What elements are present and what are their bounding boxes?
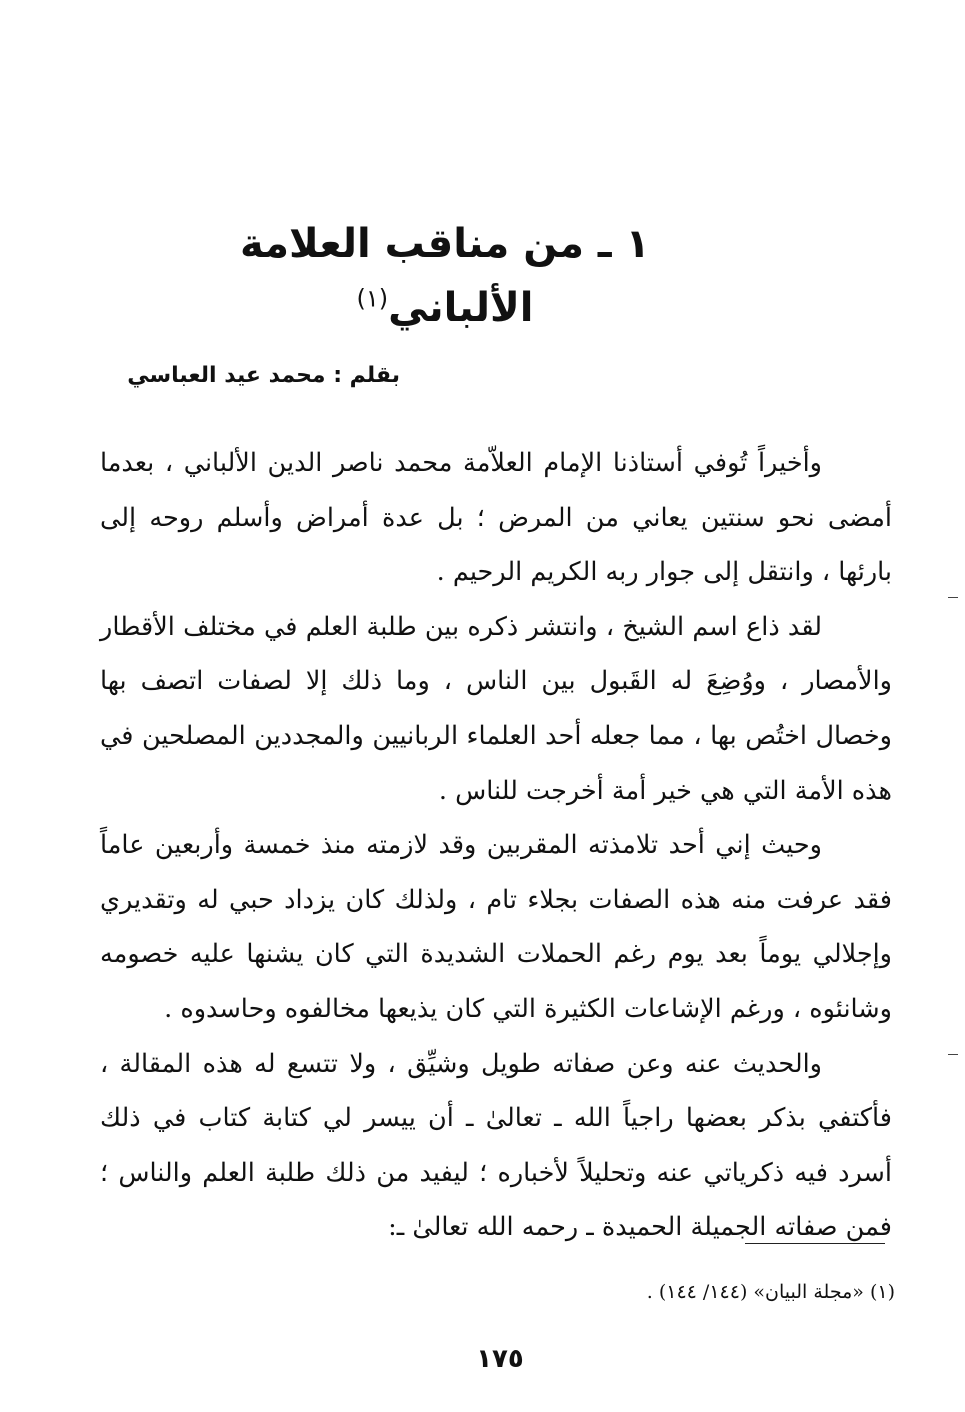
paragraph-2-text: لقد ذاع اسم الشيخ ، وانتشر ذكره بين طلبة العلم في مختلف الأقطار والأمصار ، ووُضِعَ له القَبول بين الناس ، وما ذلك إلا لصفات اتصف بها وخصال اختُص بها ، مما جعله أحد العلماء الربانيين والمجددين المصلحين في هذه الأمة التي هي خير أمة أخرجت للناس . [100, 611, 892, 806]
footnote-separator [745, 1243, 885, 1244]
title-footnote-marker: (١) [356, 284, 389, 313]
article-body [100, 436, 892, 1255]
footnote: (١) «مجلة البيان» (١٤٤/ ١٤٤) . [646, 1281, 895, 1303]
paragraph-1 [100, 436, 892, 600]
paragraph-2 [100, 600, 892, 818]
margin-mark [948, 1054, 958, 1055]
paragraph-3 [100, 818, 892, 1036]
paragraph-1-text: وأخيراً تُوفي أستاذنا الإمام العلاّمة محمد ناصر الدين الألباني ، بعدما أمضى نحو سنتين يعاني من المرض ؛ بل عدة أمراض وأسلم روحه إلى بارئها ، وانتقل إلى جوار ربه الكريم الرحيم . [100, 448, 892, 588]
paragraph-3-text: وحيث إني أحد تلامذته المقربين وقد لازمته منذ خمسة وأربعين عاماً فقد عرفت منه هذه الصفات بجلاء تام ، ولذلك كان يزداد حبي له وتقديري وإجلالي يوماً بعد يوم رغم الحملات الشديدة التي كان يشنها عليه خصومه وشانئوه ، ورغم الإشاعات الكثيرة التي كان يذيعها مخالفوه وحاسدوه . [100, 830, 892, 1024]
chapter-title [160, 212, 730, 340]
margin-mark [948, 597, 958, 598]
page-number: ١٧٥ [476, 1344, 524, 1374]
paragraph-4-text: والحديث عنه وعن صفاته طويل وشيِّق ، ولا تتسع له هذه المقالة ، فأكتفي بذكر بعضها راجياً الله ـ تعالىٰ ـ أن ييسر لي كتابة كتاب في ذلك أسرد فيه ذكرياتي عنه وتحليلاً لأخباره ؛ ليفيد من ذلك طلبة العلم والناس ؛ فمن صفاته الجميلة الحميدة ـ رحمه الله تعالىٰ ـ: [100, 1048, 892, 1243]
chapter-title-text: ١ ـ من مناقب العلامة الألباني [240, 221, 650, 331]
author-byline: بقلم : محمد عيد العباسي [127, 363, 400, 388]
paragraph-4 [100, 1037, 892, 1255]
